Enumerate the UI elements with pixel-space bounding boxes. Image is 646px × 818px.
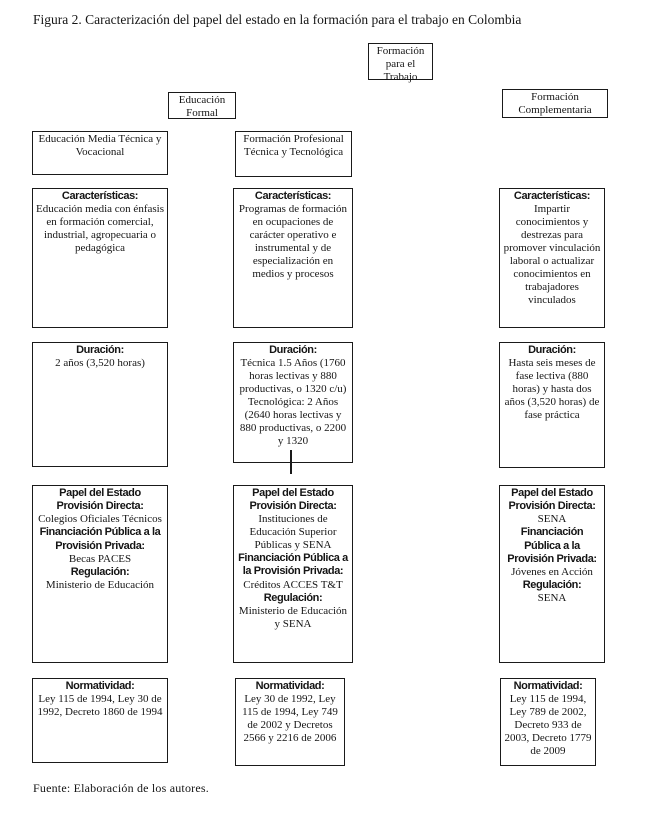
caracteristicas-box-right	[499, 188, 605, 328]
regulacion-value-left: Ministerio de Educación	[45, 578, 155, 591]
provision-directa-label-middle: Provisión Directa:	[249, 500, 337, 513]
regulacion-label-left: Regulación:	[70, 565, 130, 578]
papel-estado-header-left: Papel del Estado	[59, 487, 141, 499]
caracteristicas-header-middle: Características:	[254, 190, 332, 202]
normatividad-box-middle	[235, 678, 345, 766]
papel-estado-header-middle: Papel del Estado	[252, 487, 334, 499]
normatividad-header-left: Normatividad:	[65, 680, 135, 692]
normatividad-box-left	[32, 678, 168, 763]
provision-directa-label-right: Provisión Directa:	[508, 500, 596, 513]
duracion-box-right	[499, 342, 605, 468]
duracion-header-left: Duración:	[76, 344, 124, 356]
caracteristicas-box-middle	[233, 188, 353, 328]
provision-directa-label-left: Provisión Directa:	[56, 500, 144, 513]
branch-box-educacion-formal: Educación Formal	[168, 92, 236, 119]
papel-estado-box-left	[32, 485, 168, 663]
regulacion-label-right: Regulación:	[522, 578, 582, 591]
provision-directa-value-left: Colegios Oficiales Técnicos	[38, 513, 162, 526]
connector-stub	[290, 450, 292, 474]
financiacion-value-middle: Créditos ACCES T&T	[243, 578, 343, 591]
duracion-body-middle: Técnica 1.5 Años (1760 horas lectivas y 880 productivas, o 1320 c/u) Tecnológica: 2 Años (2640 horas lectivas y 880 productivas, o 2200 y 1320	[239, 357, 347, 447]
branch-box-formacion-complementaria: Formación Complementaria	[502, 89, 608, 118]
duracion-body-right: Hasta seis meses de fase lectiva (880 horas) y hasta dos años (3,520 horas) de fase práctica	[504, 357, 600, 422]
subbranch-box-formacion-profesional: Formación Profesional Técnica y Tecnológica	[235, 131, 352, 177]
papel-estado-header-right: Papel del Estado	[511, 487, 593, 499]
normatividad-header-right: Normatividad:	[513, 680, 583, 692]
root-box-formacion-para-el-trabajo: Formación para el Trabajo	[368, 43, 433, 80]
provision-directa-value-right: SENA	[537, 513, 567, 526]
duracion-body-left: 2 años (3,520 horas)	[55, 357, 145, 370]
caracteristicas-box-left	[32, 188, 168, 328]
source-note: Fuente: Elaboración de los autores.	[33, 781, 209, 795]
financiacion-label-left: Financiación Pública a la Provisión Privada:	[39, 526, 161, 552]
duracion-box-middle	[233, 342, 353, 463]
caracteristicas-header-left: Características:	[61, 190, 139, 202]
regulacion-value-middle: Ministerio de Educación y SENA	[238, 604, 348, 630]
caracteristicas-body-left: Educación media con énfasis en formación comercial, industrial, agropecuaria o pedagógica	[36, 203, 164, 255]
normatividad-body-right: Ley 115 de 1994, Ley 789 de 2002, Decreto 933 de 2003, Decreto 1779 de 2009	[504, 693, 592, 758]
normatividad-header-middle: Normatividad:	[255, 680, 325, 692]
normatividad-body-middle: Ley 30 de 1992, Ley 115 de 1994, Ley 749 de 2002 y Decretos 2566 y 2216 de 2006	[242, 693, 338, 745]
duracion-header-right: Duración:	[528, 344, 576, 356]
caracteristicas-header-right: Características:	[513, 190, 591, 202]
regulacion-value-right: SENA	[537, 592, 567, 605]
normatividad-body-left: Ley 115 de 1994, Ley 30 de 1992, Decreto 1860 de 1994	[37, 693, 163, 719]
financiacion-value-right: Jóvenes en Acción	[511, 565, 593, 578]
papel-estado-box-right	[499, 485, 605, 663]
regulacion-label-middle: Regulación:	[263, 591, 323, 604]
papel-estado-box-middle	[233, 485, 353, 663]
financiacion-label-right: Financiación Pública a la Provisión Privada:	[507, 526, 597, 565]
subbranch-box-educacion-media: Educación Media Técnica y Vocacional	[32, 131, 168, 175]
provision-directa-value-middle: Instituciones de Educación Superior Públicas y SENA	[249, 513, 337, 552]
financiacion-label-middle: Financiación Pública a la Provisión Privada:	[238, 552, 348, 578]
financiacion-value-left: Becas PACES	[68, 552, 132, 565]
figure-title: Figura 2. Caracterización del papel del estado en la formación para el trabajo en Colombia	[33, 12, 522, 27]
caracteristicas-body-right: Impartir conocimientos y destrezas para promover vinculación laboral o actualizar conocimientos en trabajadores vinculados	[503, 203, 601, 306]
normatividad-box-right	[500, 678, 596, 766]
caracteristicas-body-middle: Programas de formación en ocupaciones de carácter operativo e instrumental y de especialización en medios y procesos	[238, 203, 348, 281]
duracion-header-middle: Duración:	[269, 344, 317, 356]
duracion-box-left	[32, 342, 168, 467]
